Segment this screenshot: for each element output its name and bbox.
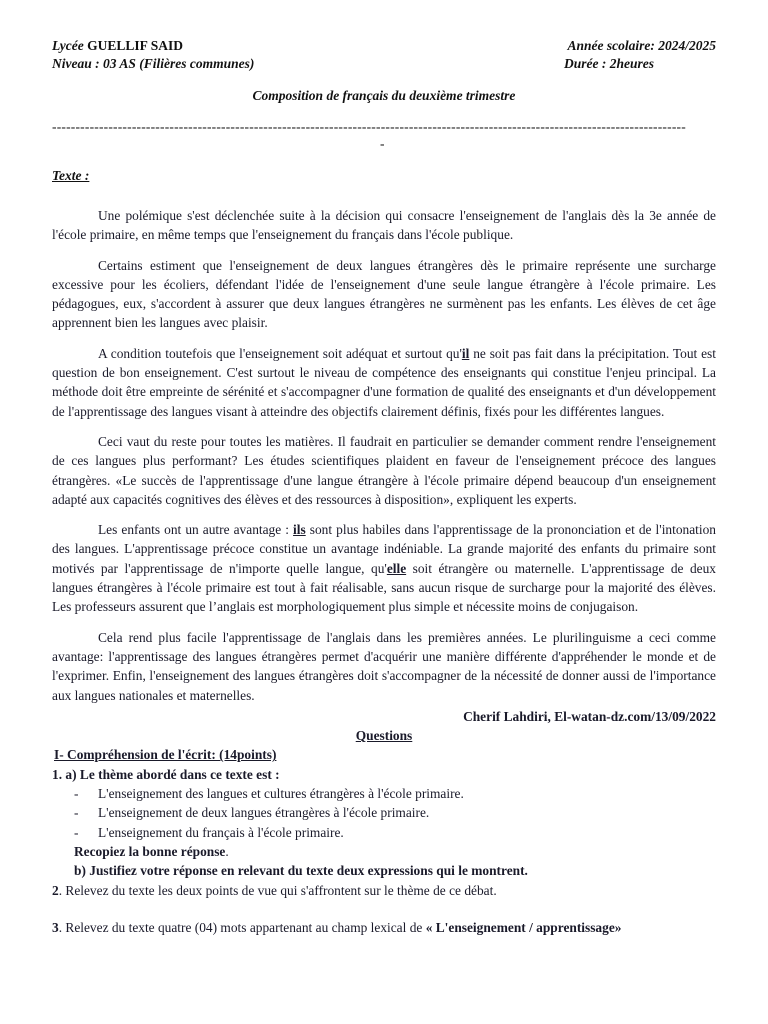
question-1b: b) Justifiez votre réponse en relevant du texte deux expressions qui le montrent. [74,863,528,879]
paragraph-1: Une polémique s'est déclenchée suite à la décision qui consacre l'enseignement de l'anglais dès la 3e année de l'école primaire, en même temps que l'enseignement du français dans l'école publique. [52,208,716,243]
highlight-elle: elle [386,560,407,576]
paragraph-5: Les enfants ont un autre avantage : ils sont plus habiles dans l'apprentissage de la prononciation et de l'intonation des langues. L'apprentissage précoce constitue un avantage indéniable. La grande majorité des enfants du primaire sont motivés par l'apprentissage de n'importe quelle langue, qu'elle soit étrangère ou maternelle. L'apprentissage de deux langues étrangères à l'école primaire est tout à fait réalisable, sans aucun risque de surcharge pour la majorité des élèves. Les professeurs assurent que l’anglais est morphologiquement plus simple et nécessite moins de conjugaison. [52,522,717,615]
source-citation: Cherif Lahdiri, El-watan-dz.com/13/09/2022 [463,708,716,724]
question-1-instruction: Recopiez la bonne réponse. [74,843,229,859]
texte-label: Texte : [52,168,90,183]
option-3: - L'enseignement du français à l'école primaire. [74,824,344,840]
highlight-ils: ils [293,522,306,538]
level-label: Niveau : 03 AS (Filières communes) [52,56,255,71]
highlight-il: il [461,345,470,361]
duration-label: Durée : 2heures [564,56,654,71]
separator-tail: - [380,136,385,151]
question-2: 2. Relevez du texte les deux points de vue qui s'affrontent sur le thème de ce débat. [52,882,497,898]
paragraph-3: A condition toutefois que l'enseignement soit adéquat et surtout qu'il ne soit pas fait dans la précipitation. Tout est question de bon enseignement. C'est surtout le niveau de compétence des enseignants qui constitue l'enjeu principal. La méthode doit être empreinte de sérénité et s'accompagner d'une formation de qualité des enseignants et d'un développement de l'apprentissage des langues visant à atteindre des objectifs clairement définis, fixés pour les différentes langues. [52,345,716,419]
separator-line: --------------------------------------------------------------------------------------------------------------------------------------- [52,119,686,134]
section-1-title: I- Compréhension de l'écrit: (14points) [54,747,277,763]
text-body [52,206,716,937]
option-2: - L'enseignement de deux langues étrangères à l'école primaire. [74,805,430,821]
page-title: Composition de français du deuxième trimestre [252,88,516,103]
school-label: Lycée GUELLIF SAID [52,38,183,53]
school-year: Année scolaire: 2024/2025 [567,38,716,53]
question-1a: 1. a) Le thème abordé dans ce texte est : [52,766,280,782]
option-1: - L'enseignement des langues et cultures étrangères à l'école primaire. [74,786,464,802]
paragraph-4: Ceci vaut du reste pour toutes les matières. Il faudrait en particulier se demander comment rendre l'enseignement de ces langues plus performant? Les études scientifiques plaident en faveur de l'enseignement précoce des langues étrangères. «Le succès de l'apprentissage d'une langue étrangère à l'école primaire dépend beaucoup d'un enseignement adapté aux capacités cognitives des élèves et des ressources à disposition», expliquent les experts. [52,433,716,507]
paragraph-6: Cela rend plus facile l'apprentissage de l'anglais dans les premières années. Le plurilinguisme a ceci comme avantage: l'apprentissage des langues étrangères permet d'acquérir une manière différente d'appréhender le monde et de l'exprimer. Enfin, l'enseignement des langues étrangères doit s'accompagner de la nécessité de donner aussi de l'importance aux langues nationales et maternelles. [52,629,716,703]
paragraph-2: Certains estiment que l'enseignement de deux langues étrangères dès le primaire représente une surcharge excessive pour les écoliers, défendant l'idée de l'enseignement d'une seule langue étrangère à l'école primaire. Les pédagogues, eux, s'accordent à assurer que deux langues étrangères ne surmènent pas les enfants. Les élèves de cet âge apprennent bien les langues avec plaisir. [52,257,716,331]
questions-title: Questions [355,728,413,744]
question-3: 3. Relevez du texte quatre (04) mots appartenant au champ lexical de « L'enseignement / apprentissage» [52,919,622,935]
question-1-options [52,784,716,842]
